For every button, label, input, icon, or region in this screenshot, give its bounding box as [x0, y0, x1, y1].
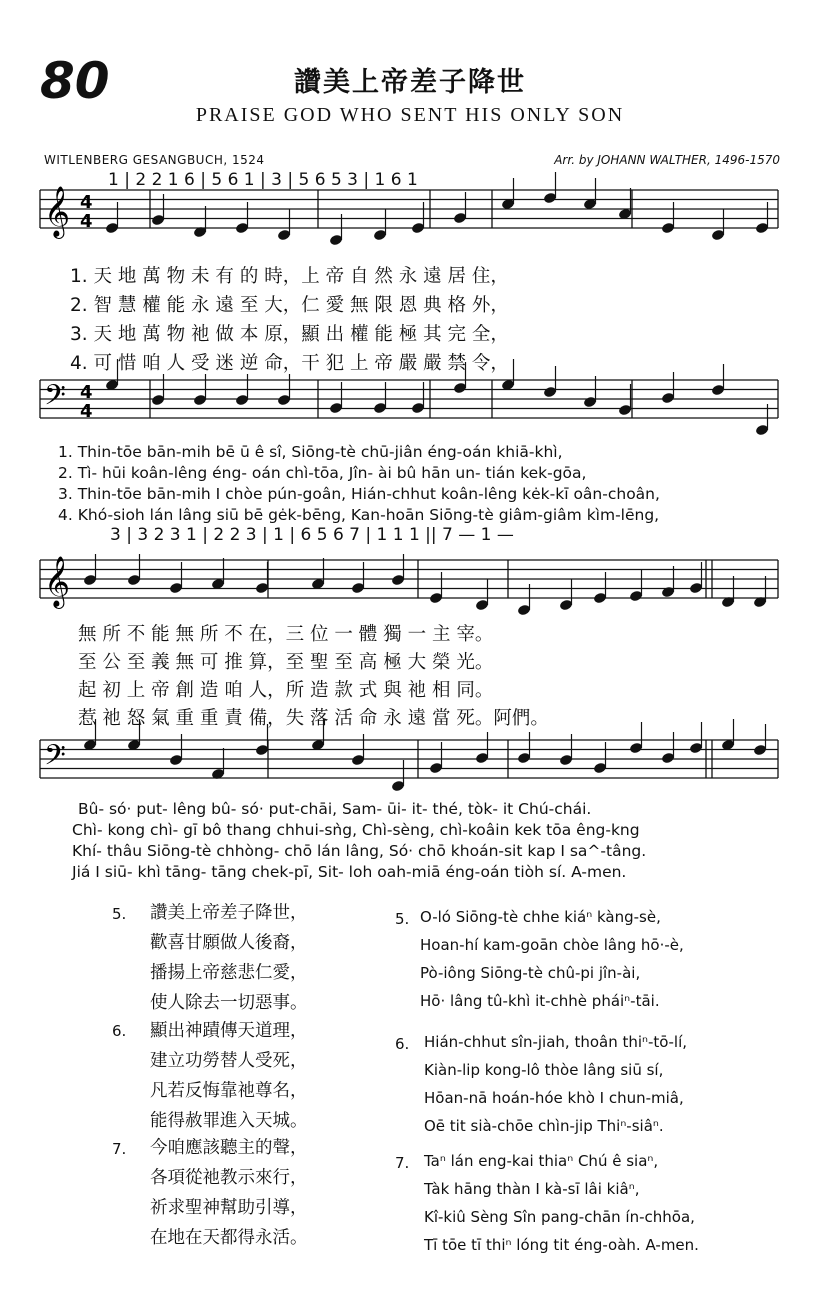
- time-signature-bottom: 4: [80, 401, 93, 422]
- hymn-title-english: PRAISE GOD WHO SENT HIS ONLY SON: [195, 104, 625, 126]
- verse-line: Tī tōe tī thiⁿ lóng tit éng-oàh. A-men.: [424, 1236, 699, 1254]
- verse-line: Hōan-nā hoán-hóe khò I chun-miâ,: [424, 1089, 684, 1107]
- verse-line: Taⁿ lán eng-kai thiaⁿ Chú ê siaⁿ,: [424, 1152, 659, 1170]
- rom-lyric-verse-1-end: Bû- só· put- lêng bû- só· put-chāi, Sam- ūi- it- thé, tòk- it Chú-chái.: [78, 800, 592, 818]
- verse-line: 凡若反悔靠祂尊名，: [150, 1081, 308, 1101]
- verse-line: 播揚上帝慈悲仁愛，: [150, 963, 308, 983]
- verse-5-rom: [420, 903, 684, 1015]
- hymn-title-chinese: 讚美上帝差子降世: [294, 67, 526, 98]
- verse-line: 建立功勞替人受死，: [150, 1051, 308, 1071]
- treble-clef: 𝄞: [44, 556, 71, 607]
- numbered-notation-system-2: 3 | 3 2 3 1 | 2 2 3 | 1 | 6 5 6 7 | 1 1 1 || 7 — 1 —: [110, 525, 514, 545]
- verse-6-zh: [150, 1016, 308, 1136]
- verse-line: Tàk hāng thàn I kà-sī lâi kiâⁿ,: [424, 1180, 640, 1198]
- zh-lyric-verse-2: 2. 智 慧 權 能 永 遠 至 大，仁 愛 無 限 恩 典 格 外，: [70, 295, 509, 316]
- bass-clef: 𝄢: [44, 379, 66, 419]
- verse-7-number-zh: 7.: [112, 1140, 127, 1158]
- verse-line: 各項從祂教示來行，: [150, 1168, 308, 1188]
- verse-5-number-rom: 5.: [395, 910, 410, 928]
- numbered-notation-system-1: 1 | 2 2 1 6 | 5 6 1 | 3 | 5 6 5 3 | 1 6 1: [108, 170, 418, 190]
- verse-5-zh: [150, 898, 308, 1018]
- verse-line: Oē tit sià-chōe chìn-jip Thiⁿ-siâⁿ.: [424, 1117, 664, 1135]
- verse-line: 使人除去一切惡事。: [150, 993, 308, 1013]
- verse-line: Hián-chhut sîn-jiah, thoân thiⁿ-tō-lí,: [424, 1033, 687, 1051]
- verse-line: Pò-iông Siōng-tè chû-pi jîn-ài,: [420, 964, 641, 982]
- zh-lyric-verse-4-end: 惹 祂 怒 氣 重 重 責 備，失 落 活 命 永 遠 當 死。阿們。: [78, 708, 549, 729]
- verse-line: 歡喜甘願做人後裔，: [150, 933, 308, 953]
- verse-line: Hō· lâng tû-khì it-chhè pháiⁿ-tāi.: [420, 992, 660, 1010]
- time-signature-top: 4: [80, 192, 93, 213]
- rom-lyric-verse-1: 1. Thin-tōe bān-mih bē ū ê sî, Siōng-tè chū-jiân éng-oán khiā-khì,: [58, 443, 563, 461]
- verse-5-number-zh: 5.: [112, 905, 127, 923]
- verse-line: Kiàn-lip kong-lô thòe lâng siū sí,: [424, 1061, 664, 1079]
- zh-lyric-verse-1-end: 無 所 不 能 無 所 不 在，三 位 一 體 獨 一 主 宰。: [78, 624, 494, 645]
- treble-clef: 𝄞: [44, 186, 71, 237]
- tune-source: WITLENBERG GESANGBUCH, 1524: [44, 153, 265, 167]
- verse-line: 祈求聖神幫助引導，: [150, 1198, 308, 1218]
- bass-clef: 𝄢: [44, 739, 66, 779]
- zh-lyric-verse-2-end: 至 公 至 義 無 可 推 算，至 聖 至 高 極 大 榮 光。: [78, 652, 494, 673]
- verse-line: 能得赦罪進入天城。: [150, 1111, 308, 1131]
- rom-lyric-verse-4: 4. Khó-sioh lán lâng siū bē gėk-bēng, Kan-hoān Siōng-tè giâm-giâm kìm-lēng,: [58, 506, 660, 524]
- verse-7-rom: [424, 1147, 699, 1259]
- rom-lyric-verse-3: 3. Thin-tōe bān-mih I chòe pún-goân, Hián-chhut koân-lêng kėk-kī oân-choân,: [58, 485, 660, 503]
- zh-lyric-verse-3: 3. 天 地 萬 物 祂 做 本 原，顯 出 權 能 極 其 完 全，: [70, 324, 509, 345]
- verse-line: 讚美上帝差子降世，: [150, 903, 308, 923]
- verse-6-number-rom: 6.: [395, 1035, 410, 1053]
- verse-line: O-ló Siōng-tè chhe kiáⁿ kàng-sè,: [420, 908, 661, 926]
- zh-lyric-verse-1: 1. 天 地 萬 物 未 有 的 時，上 帝 自 然 永 遠 居 住，: [70, 266, 509, 287]
- zh-lyric-verse-3-end: 起 初 上 帝 創 造 咱 人，所 造 款 式 與 祂 相 同。: [78, 680, 494, 701]
- zh-lyric-verse-4: 4. 可 惜 咱 人 受 迷 逆 命，干 犯 上 帝 嚴 嚴 禁 令，: [70, 353, 509, 374]
- rom-lyric-verse-2: 2. Tì- hūi koân-lêng éng- oán chì-tōa, Jîn- ài bû hān un- tián kek-gōa,: [58, 464, 587, 482]
- verse-line: Kî-kiû Sèng Sîn pang-chān ín-chhōa,: [424, 1208, 695, 1226]
- verse-6-number-zh: 6.: [112, 1022, 127, 1040]
- verse-line: Hoan-hí kam-goān chòe lâng hō·-è,: [420, 936, 684, 954]
- rom-lyric-verse-2-end: Chì- kong chì- gī bô thang chhui-sǹg, Chì-sèng, chì-koâin kek tōa êng-kng: [72, 821, 640, 839]
- rom-lyric-verse-3-end: Khí- thâu Siōng-tè chhòng- chō lán lâng, Só· chō khoán-sit kap I sa^-tâng.: [72, 842, 647, 860]
- verse-7-zh: [150, 1133, 308, 1253]
- time-signature-bottom: 4: [80, 211, 93, 232]
- verse-6-rom: [424, 1028, 687, 1140]
- arranger-credit: Arr. by JOHANN WALTHER, 1496-1570: [554, 153, 780, 167]
- verse-7-number-rom: 7.: [395, 1154, 410, 1172]
- verse-line: 顯出神蹟傳天道理，: [150, 1021, 308, 1041]
- time-signature-top: 4: [80, 382, 93, 403]
- rom-lyric-verse-4-end: Jiá I siū- khì tāng- tāng chek-pī, Sit- loh oah-miā éng-oán tiòh sí. A-men.: [72, 863, 627, 881]
- verse-line: 在地在天都得永活。: [150, 1228, 308, 1248]
- verse-line: 今咱應該聽主的聲，: [150, 1138, 308, 1158]
- hymn-number: 80: [40, 52, 110, 110]
